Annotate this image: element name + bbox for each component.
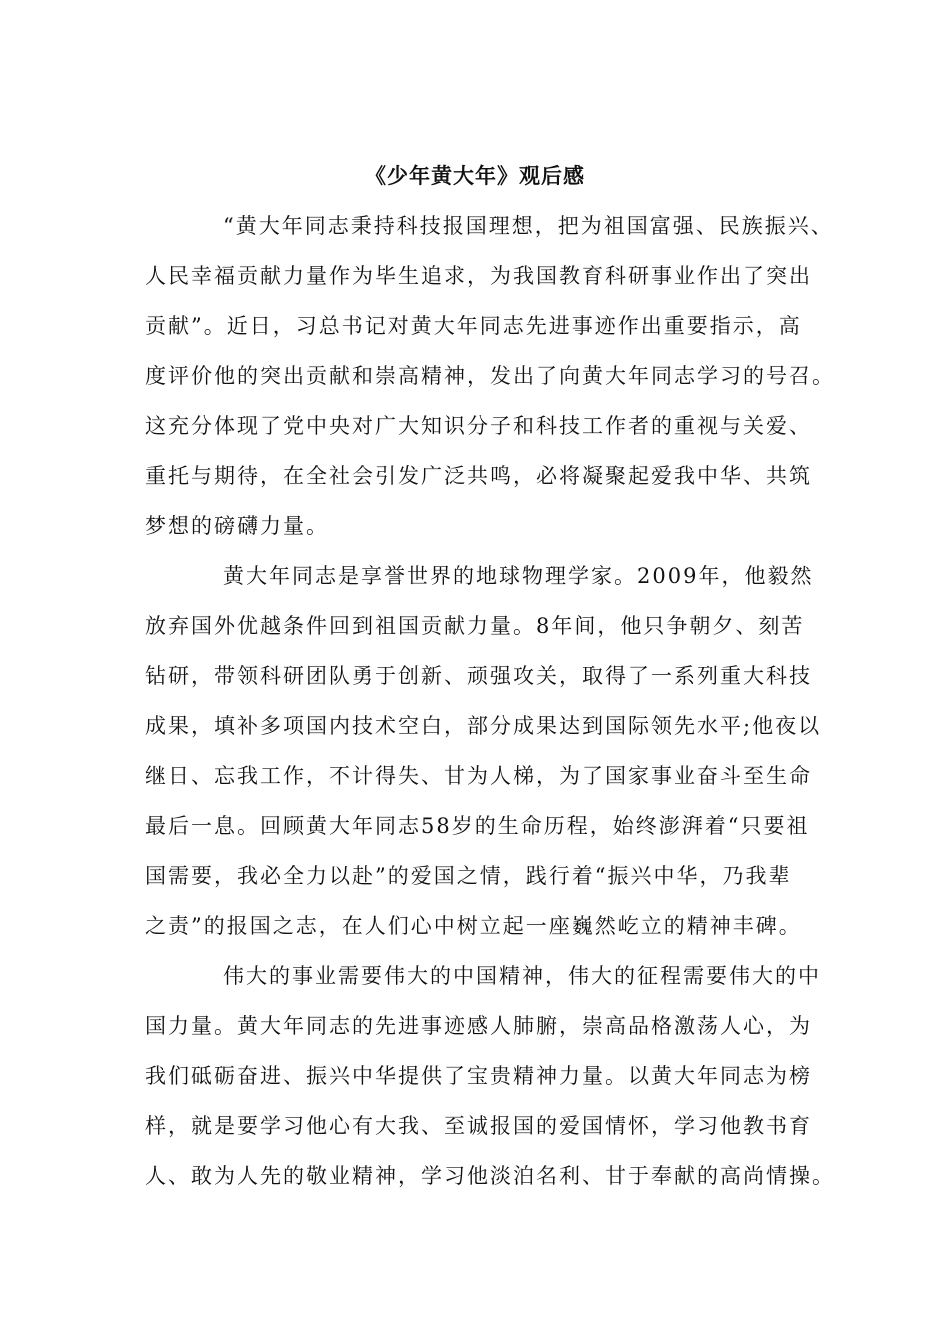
document-title: 《少年黄大年》观后感 — [365, 163, 585, 188]
paragraph-1-line-4: 度评价他的突出贡献和崇高精神，发出了向黄大年同志学习的号召。 — [145, 364, 835, 388]
paragraph-1-line-3: 贡献”。近日，习总书记对黄大年同志先进事迹作出重要指示，高 — [145, 314, 802, 338]
paragraph-2-line-7: 国需要，我必全力以赴”的爱国之情，践行着“振兴中华，乃我辈 — [145, 864, 792, 888]
paragraph-1-line-1: “黄大年同志秉持科技报国理想，把为祖国富强、民族振兴、 — [223, 214, 834, 238]
paragraph-1-line-5: 这充分体现了党中央对广大知识分子和科技工作者的重视与关爱、 — [145, 414, 812, 438]
paragraph-3-line-4: 样，就是要学习他心有大我、至诚报国的爱国情怀，学习他教书育 — [145, 1114, 812, 1138]
paragraph-1-line-7: 梦想的磅礴力量。 — [145, 514, 329, 538]
paragraph-2-line-5: 继日、忘我工作，不计得失、甘为人梯，为了国家事业奋斗至生命 — [145, 764, 812, 788]
paragraph-1-line-6: 重托与期待，在全社会引发广泛共鸣，必将凝聚起爱我中华、共筑 — [145, 464, 812, 488]
paragraph-1-line-2: 人民幸福贡献力量作为毕生追求，为我国教育科研事业作出了突出 — [145, 264, 812, 288]
paragraph-3-line-5: 人、敢为人先的敬业精神，学习他淡泊名利、甘于奉献的高尚情操。 — [145, 1164, 835, 1188]
paragraph-2-line-4: 成果，填补多项国内技术空白，部分成果达到国际领先水平;他夜以 — [145, 714, 822, 738]
paragraph-3-line-2: 国力量。黄大年同志的先进事迹感人肺腑，崇高品格激荡人心，为 — [145, 1014, 812, 1038]
paragraph-2-line-1: 黄大年同志是享誉世界的地球物理学家。2009年，他毅然 — [223, 564, 814, 588]
paragraph-2-line-2: 放弃国外优越条件回到祖国贡献力量。8年间，他只争朝夕、刻苦 — [145, 614, 805, 638]
paragraph-2-line-8: 之责”的报国之志，在人们心中树立起一座巍然屹立的精神丰碑。 — [145, 914, 802, 938]
paragraph-2-line-6: 最后一息。回顾黄大年同志58岁的生命历程，始终澎湃着“只要祖 — [145, 814, 810, 838]
paragraph-3-line-1: 伟大的事业需要伟大的中国精神，伟大的征程需要伟大的中 — [223, 964, 821, 988]
paragraph-2-line-3: 钻研，带领科研团队勇于创新、顽强攻关，取得了一系列重大科技 — [145, 664, 812, 688]
paragraph-3-line-3: 我们砥砺奋进、振兴中华提供了宝贵精神力量。以黄大年同志为榜 — [145, 1064, 812, 1088]
